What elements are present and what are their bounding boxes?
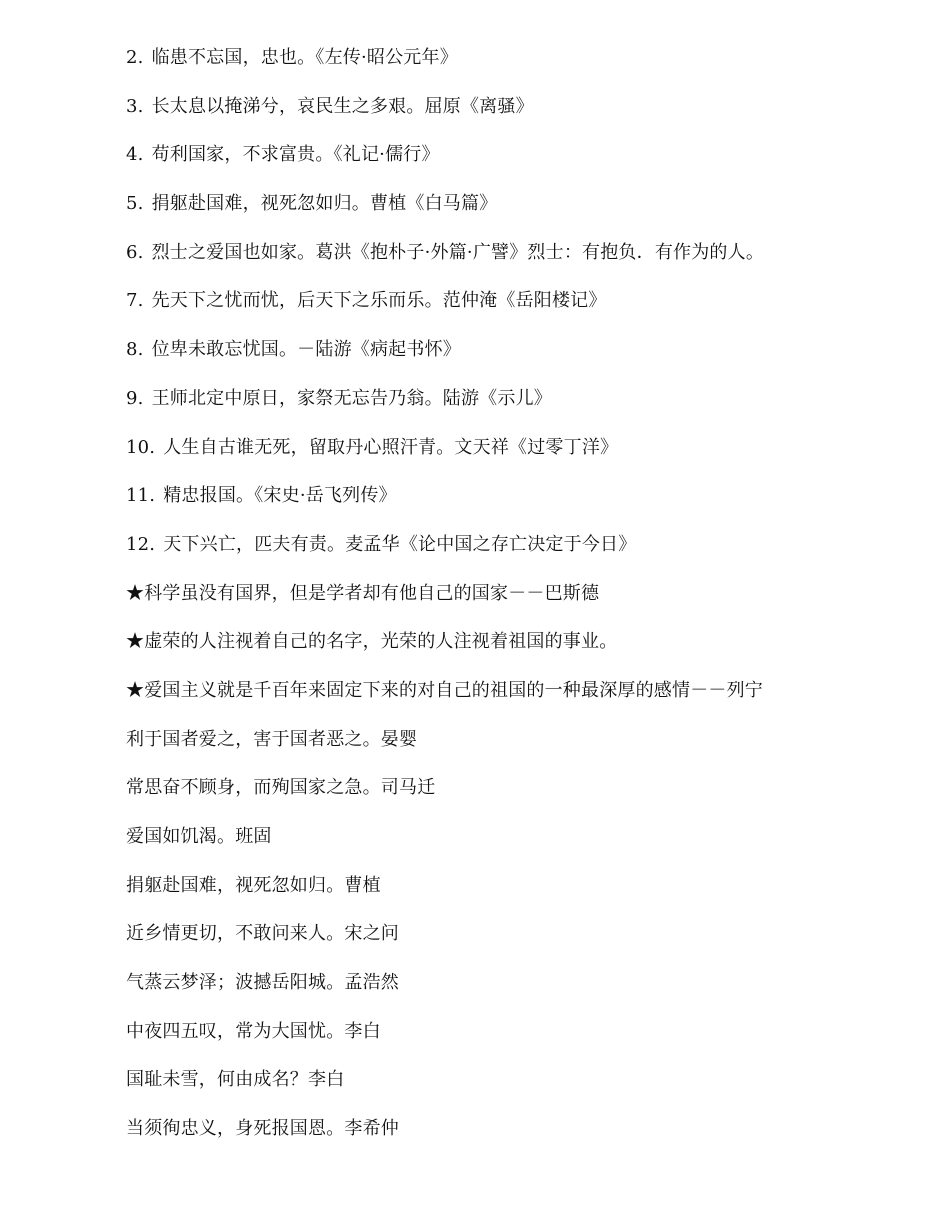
list-item [126,192,906,241]
item-number: 6. [126,241,144,263]
item-text: 精忠报国。《宋史·岳飞列传》 [163,485,397,507]
list-item [126,241,906,290]
plain-item: 常思奋不顾身，而殉国家之急。司马迁 [126,777,436,799]
item-number: 9. [126,387,144,409]
list-item [126,338,906,387]
plain-item: 爱国如饥渴。班固 [126,826,272,847]
list-item [126,143,906,192]
plain-item: 捐躯赴国难，视死忽如归。曹植 [126,874,381,896]
quote-list [126,46,906,1166]
item-text: 先天下之忧而忧，后天下之乐而乐。范仲淹《岳阳楼记》 [151,290,607,312]
plain-item: 国耻未雪，何由成名？李白 [126,1069,345,1091]
item-text: 位卑未敢忘忧国。－陆游《病起书怀》 [151,339,461,361]
item-number: 4. [126,144,144,166]
list-item [126,289,906,338]
item-text: 苟利国家，不求富贵。《礼记·儒行》 [151,144,440,166]
list-item [126,484,906,533]
item-text: 王师北定中原日，家祭无忘告乃翁。陆游《示儿》 [151,387,552,409]
plain-item: 中夜四五叹，常为大国忧。李白 [126,1020,381,1042]
list-item [126,436,906,485]
plain-item: 利于国者爱之，害于国者恶之。晏婴 [126,728,418,750]
starred-item: ★爱国主义就是千百年来固定下来的对自己的祖国的一种最深厚的感情－－列宁 [126,679,763,701]
item-text: 长太息以掩涕兮，哀民生之多艰。屈原《离骚》 [151,95,534,117]
item-number: 7. [126,290,144,312]
item-number: 8. [126,339,144,361]
item-text: 临患不忘国，忠也。《左传·昭公元年》 [151,47,458,68]
plain-item: 气蒸云梦泽；波撼岳阳城。孟浩然 [126,972,399,994]
item-text: 天下兴亡，匹夫有责。麦孟华《论中国之存亡决定于今日》 [163,533,637,555]
plain-item: 近乡情更切，不敢问来人。宋之问 [126,923,399,945]
plain-item: 当须徇忠义，身死报国恩。李希仲 [126,1118,399,1140]
item-text: 捐躯赴国难，视死忽如归。曹植《白马篇》 [151,193,498,215]
item-number: 5. [126,193,144,215]
list-item [126,46,906,95]
item-text: 人生自古谁无死，留取丹心照汗青。文天祥《过零丁洋》 [163,436,619,458]
item-number: 12. [126,533,156,555]
item-number: 2. [126,47,144,68]
item-number: 3. [126,95,144,117]
list-item [126,387,906,436]
starred-item: ★科学虽没有国界，但是学者却有他自己的国家－－巴斯德 [126,582,600,604]
item-text: 烈士之爱国也如家。葛洪《抱朴子·外篇·广譬》烈士：有抱负．有作为的人。 [151,241,765,263]
list-item [126,533,906,582]
starred-item: ★虚荣的人注视着自己的名字，光荣的人注视着祖国的事业。 [126,631,618,653]
item-number: 11. [126,485,156,507]
list-item [126,95,906,144]
item-number: 10. [126,436,156,458]
